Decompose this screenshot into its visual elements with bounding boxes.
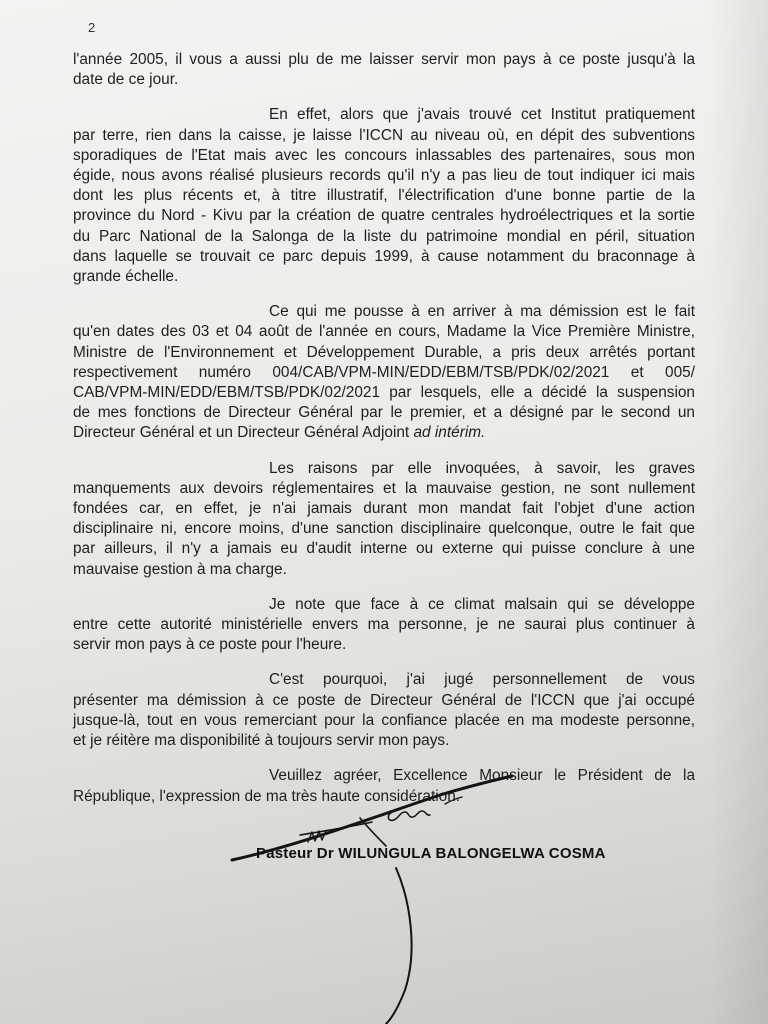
text-line: par terre, rien dans la caisse, je laisse l'ICCN au niveau où, en dépit des subventions	[73, 126, 695, 144]
text-line: mauvaise gestion à ma charge.	[73, 560, 287, 578]
text-segment: Directeur Général et un Directeur Général Adjoint	[73, 424, 410, 442]
text-line: du Parc National de la Salonga de la liste du patrimoine mondial en péril, situation	[73, 227, 695, 245]
text-line: par ailleurs, il n'y a jamais eu d'audit interne ou externe qui puisse conclure à une	[73, 540, 695, 558]
text-line: grande échelle.	[73, 268, 179, 286]
italic-text: ad intérim.	[413, 424, 486, 442]
text-line: manquements aux devoirs réglementaires et la mauvaise gestion, ne sont nullement	[73, 479, 695, 497]
text-line: sporadiques de l'Etat mais avec les concours inlassables des partenaires, sous mon	[73, 146, 695, 164]
text-line: égide, nous avons réalisé plusieurs records qu'il n'y a pas lieu de tout indiquer ici mais	[73, 167, 695, 185]
text-line: disciplinaire ni, encore moins, d'une sanction disciplinaire quelconque, outre le fait que	[73, 520, 695, 538]
text-line: fondées car, en effet, je n'ai jamais durant mon mandat fait l'objet d'une action	[73, 500, 695, 518]
text-line: Les raisons par elle invoquées, à savoir, les graves	[269, 459, 695, 477]
text-line: Ce qui me pousse à en arriver à ma démission est le fait	[269, 303, 695, 321]
text-line: servir mon pays à ce poste pour l'heure.	[73, 636, 347, 654]
text-line: C'est pourquoi, j'ai jugé personnellement de vous	[269, 671, 695, 689]
text-line: Veuillez agréer, Excellence Monsieur le Président de la	[269, 767, 695, 785]
text-line: province du Nord - Kivu par la création de quatre centrales hydroélectriques et la sortie	[73, 207, 695, 225]
text-line: qu'en dates des 03 et 04 août de l'année en cours, Madame la Vice Première Ministre,	[73, 323, 695, 341]
text-line: respectivement numéro 004/CAB/VPM-MIN/EDD/EBM/TSB/PDK/02/2021 et 005/	[73, 363, 695, 381]
text-line: date de ce jour.	[73, 71, 179, 89]
text-line: dont les plus récents et, à titre illustratif, l'électrification d'une bonne partie de la	[73, 187, 695, 205]
text-line: l'année 2005, il vous a aussi plu de me laisser servir mon pays à ce poste jusqu'à la	[73, 51, 695, 68]
text-line: République, l'expression de ma très haute considération.	[73, 787, 461, 805]
signatory-name: Pasteur Dr WILUNGULA BALONGELWA COSMA	[256, 845, 606, 862]
text-line: En effet, alors que j'avais trouvé cet Institut pratiquement	[269, 106, 695, 124]
text-line: dans laquelle se trouvait ce parc depuis 1999, à cause notamment du braconnage à	[73, 247, 695, 265]
text-line: Ministre de l'Environnement et Développement Durable, a pris deux arrêtés portant	[73, 343, 695, 361]
text-line: CAB/VPM-MIN/EDD/EBM/TSB/PDK/02/2021 par lesquels, elle a décidé la suspension	[73, 384, 695, 402]
text-line: Je note que face à ce climat malsain qui se développe	[269, 595, 695, 613]
text-line: et je réitère ma disponibilité à toujours servir mon pays.	[73, 732, 450, 750]
text-line: présenter ma démission à ce poste de Directeur Général de l'ICCN que j'ai occupé	[73, 691, 695, 709]
text-line: entre cette autorité ministérielle envers ma personne, je ne saurai plus continuer à	[73, 616, 695, 634]
text-line: jusque-là, tout en vous remerciant pour la confiance placée en ma modeste personne,	[73, 711, 695, 729]
page-number: 2	[88, 20, 96, 35]
text-line: de mes fonctions de Directeur Général par le premier, et a désigné par le second un	[73, 404, 695, 422]
